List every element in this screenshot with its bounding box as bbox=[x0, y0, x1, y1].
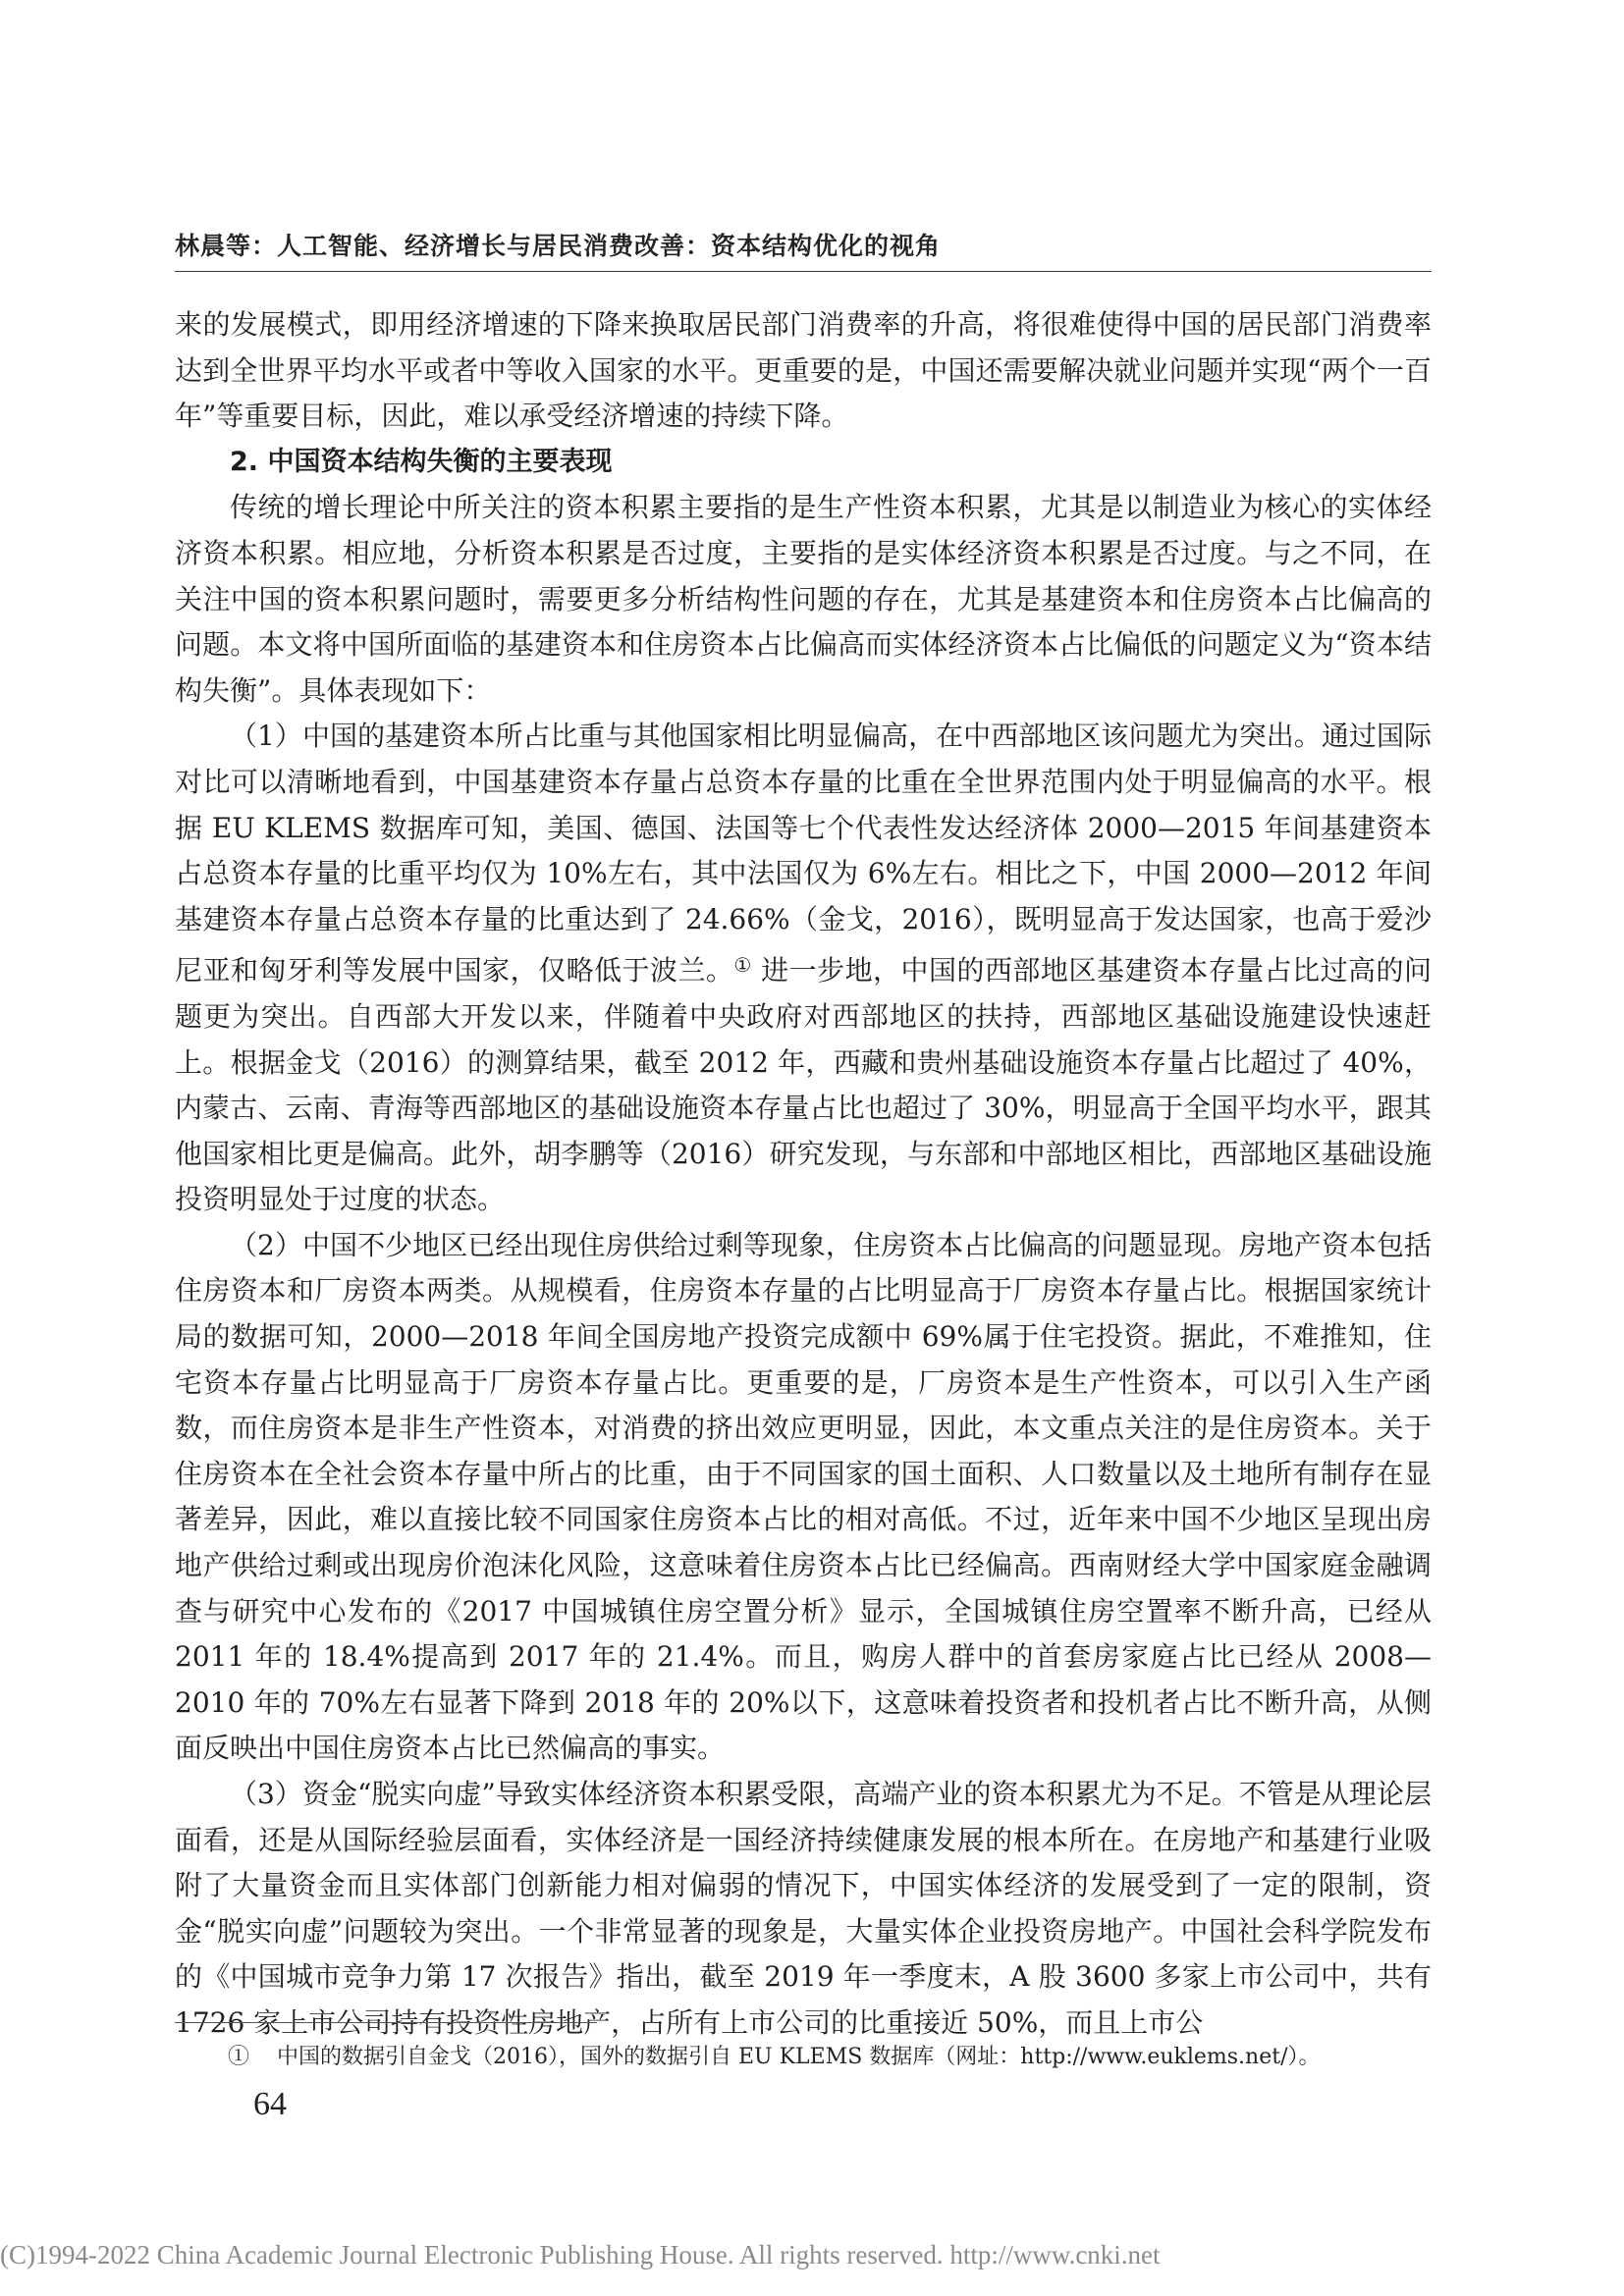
paragraph-intro: 传统的增长理论中所关注的资本积累主要指的是生产性资本积累，尤其是以制造业为核心的实体经济资本积累。相应地，分析资本积累是否过度，主要指的是实体经济资本积累是否过度。与之不同，在关注中国的资本积累问题时，需要更多分析结构性问题的存在，尤其是基建资本和住房资本占比偏高的问题。本文将中国所面临的基建资本和住房资本占比偏高而实体经济资本占比偏低的问题定义为“资本结构失衡”。具体表现如下： bbox=[175, 491, 1432, 707]
paragraph-continued: 来的发展模式，即用经济增速的下降来换取居民部门消费率的升高，将很难使得中国的居民部门消费率达到全世界平均水平或者中等收入国家的水平。更重要的是，中国还需要解决就业问题并实现“两个一百年”等重要目标，因此，难以承受经济增速的持续下降。 bbox=[175, 308, 1432, 433]
header-rule bbox=[175, 271, 1432, 272]
paragraph-text: 进一步地，中国的西部地区基建资本存量占比过高的问题更为突出。自西部大开发以来，伴随着中央政府对西部地区的扶持，西部地区基础设施建设快速赶上。根据金戈（2016）的测算结果，截至 2012 年，西藏和贵州基础设施资本存量占比超过了 40%，内蒙古、云南、青海等西部地区的基础设施资本存量占比也超过了 30%，明显高于全国平均水平，跟其他国家相比更是偏高。此外，胡李鹏等（2016）研究发现，与东部和中部地区相比，西部地区基础设施投资明显处于过度的状态。 bbox=[175, 954, 1432, 1216]
footnote-text: 中国的数据引自金戈（2016），国外的数据引自 EU KLEMS 数据库（网址：http://www.euklems.net/）。 bbox=[277, 2045, 1321, 2069]
paragraph-infrastructure bbox=[175, 714, 1432, 1223]
paragraph-housing: （2）中国不少地区已经出现住房供给过剩等现象，住房资本占比偏高的问题显现。房地产资本包括住房资本和厂房资本两类。从规模看，住房资本存量的占比明显高于厂房资本存量占比。根据国家统计局的数据可知，2000—2018 年间全国房地产投资完成额中 69%属于住宅投资。据此，不难推知，住宅资本存量占比明显高于厂房资本存量占比。更重要的是，厂房资本是生产性资本，可以引入生产函数，而住房资本是非生产性资本，对消费的挤出效应更明显，因此，本文重点关注的是住房资本。关于住房资本在全社会资本存量中所占的比重，由于不同国家的国土面积、人口数量以及土地所有制存在显著差异，因此，难以直接比较不同国家住房资本占比的相对高低。不过，近年来中国不少地区呈现出房地产供给过剩或出现房价泡沫化风险，这意味着住房资本占比已经偏高。西南财经大学中国家庭金融调查与研究中心发布的《2017 中国城镇住房空置分析》显示，全国城镇住房空置率不断升高，已经从 2011 年的 18.4%提高到 2017 年的 21.4%。而且，购房人群中的首套房家庭占比已经从 2008—2010 年的 70%左右显著下降到 2018 年的 20%以下，这意味着投资者和投机者占比不断升高，从侧面反映出中国住房资本占比已然偏高的事实。 bbox=[175, 1228, 1432, 1765]
paragraph-text: （1）中国的基建资本所占比重与其他国家相比明显偏高，在中西部地区该问题尤为突出。通过国际对比可以清晰地看到，中国基建资本存量占总资本存量的比重在全世界范围内处于明显偏高的水平。根据 EU KLEMS 数据库可知，美国、德国、法国等七个代表性发达经济体 2000—2015 年间基建资本占总资本存量的比重平均仅为 10%左右，其中法国仅为 6%左右。相比之下，中国 2000—2012 年间基建资本存量占总资本存量的比重达到了 24.66%（金戈，2016），既明显高于发达国家，也高于爱沙尼亚和匈牙利等发展中国家，仅略低于波兰。 bbox=[175, 720, 1432, 988]
section-heading: 2. 中国资本结构失衡的主要表现 bbox=[230, 446, 613, 477]
footnote-rule bbox=[175, 2022, 597, 2023]
page-number: 64 bbox=[253, 2086, 287, 2122]
footnote bbox=[228, 2040, 1320, 2070]
paragraph-real-economy: （3）资金“脱实向虚”导致实体经济资本积累受限，高端产业的资本积累尤为不足。不管是从理论层面看，还是从国际经验层面看，实体经济是一国经济持续健康发展的根本所在。在房地产和基建行业吸附了大量资金而且实体部门创新能力相对偏弱的情况下，中国实体经济的发展受到了一定的限制，资金“脱实向虚”问题较为突出。一个非常显著的现象是，大量实体企业投资房地产。中国社会科学院发布的《中国城市竞争力第 17 次报告》指出，截至 2019 年一季度末，A 股 3600 多家上市公司中，共有 1726 家上市公司持有投资性房地产，占所有上市公司的比重接近 50%，而且上市公 bbox=[175, 1778, 1432, 2039]
footnote-mark: ① bbox=[228, 2045, 250, 2069]
running-header: 林晨等：人工智能、经济增长与居民消费改善：资本结构优化的视角 bbox=[175, 232, 942, 260]
article-body bbox=[175, 302, 1432, 2047]
footnote-reference[interactable]: ① bbox=[733, 953, 752, 978]
copyright-notice: (C)1994-2022 China Academic Journal Electronic Publishing House. All rights reserved. http://www.cnki.net bbox=[0, 2240, 1161, 2269]
